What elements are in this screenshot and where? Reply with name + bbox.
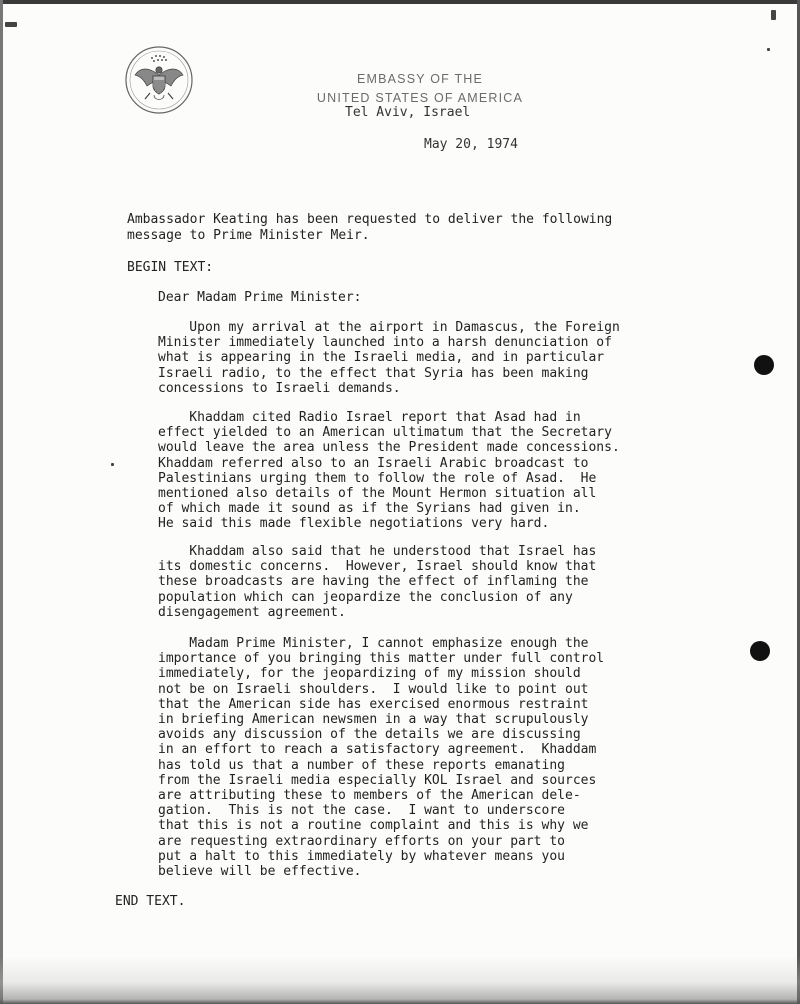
paragraph-line: are requesting extraordinary efforts on your part to [158,833,565,849]
paragraph-line: that this is not a routine complaint and this is why we [158,818,589,834]
paragraph-line: would leave the area unless the President made concessions. [158,440,620,456]
letterhead-city: Tel Aviv, Israel [345,105,471,120]
paragraph-line: has told us that a number of these reports emanating [158,757,565,773]
body-paragraph-3 [158,544,688,620]
begin-text-label: BEGIN TEXT: [127,260,214,275]
paragraph-line: concessions to Israeli demands. [158,380,401,396]
paragraph-line: are attributing these to members of the American dele- [158,788,581,804]
paragraph-line: Upon my arrival at the airport in Damascus, the Foreign [158,320,620,335]
paragraph-line: population which can jeopardize the conclusion of any [158,589,573,605]
scan-speck [771,10,776,20]
paragraph-line: He said this made flexible negotiations very hard. [158,516,550,532]
paragraph-line: gation. This is not the case. I want to underscore [158,803,565,819]
paragraph-line: in an effort to reach a satisfactory agreement. Khaddam [158,742,597,758]
paragraph-line: Israeli radio, to the effect that Syria has been making [158,365,589,381]
scan-edge-bottom [0,956,800,1004]
great-seal-icon [124,45,194,115]
paragraph-line: Madam Prime Minister, I cannot emphasize enough the [158,636,589,651]
paragraph-line: put a halt to this immediately by whatever means you [158,848,565,864]
paragraph-line: from the Israeli media especially KOL Israel and sources [158,772,597,788]
paragraph-line: avoids any discussion of the details we are discussing [158,727,581,743]
paragraph-line: Khaddam cited Radio Israel report that Asad had in [158,410,581,425]
paragraph-line: importance of you bringing this matter under full control [158,651,605,667]
scan-speck [767,48,770,51]
body-paragraph-4 [158,636,688,879]
paragraph-line: of which made it sound as if the Syrians had given in. [158,501,581,517]
paragraph-line: its domestic concerns. However, Israel should know that [158,559,597,575]
paragraph-line: that the American side has exercised enormous restraint [158,696,589,712]
end-text-label: END TEXT. [115,894,186,909]
paragraph-line: mentioned also details of the Mount Hermon situation all [158,486,597,502]
letterhead-line-1: EMBASSY OF THE [356,72,484,86]
intro-line: message to Prime Minister Meir. [127,228,370,243]
letterhead [300,70,540,108]
paragraph-line: Palestinians urging them to follow the role of Asad. He [158,470,597,486]
paragraph-line: effect yielded to an American ultimatum that the Secretary [158,425,612,441]
paragraph-line: disengagement agreement. [158,604,346,620]
scan-speck [5,22,17,27]
paragraph-line: what is appearing in the Israeli media, and in particular [158,350,605,366]
paragraph-line: Khaddam also said that he understood that Israel has [158,544,597,559]
paragraph-line: immediately, for the jeopardizing of my mission should [158,666,581,682]
paragraph-line: these broadcasts are having the effect of inflaming the [158,574,589,590]
letterhead-line-2: UNITED STATES OF AMERICA [316,91,524,105]
letter-date: May 20, 1974 [424,137,518,152]
punch-hole [754,355,774,375]
body-paragraph-2 [158,410,688,532]
paragraph-line: Khaddam referred also to an Israeli Arabic broadcast to [158,455,589,471]
intro-paragraph [127,212,667,244]
punch-hole [750,641,770,661]
paragraph-line: believe will be effective. [158,864,362,880]
intro-line: Ambassador Keating has been requested to deliver the following [127,212,613,227]
paragraph-line: in briefing American newsmen in a way that scrupulously [158,712,589,728]
scan-edge-left [0,0,3,1004]
scan-edge-top [0,0,800,4]
body-paragraph-1 [158,320,688,396]
paragraph-line: Minister immediately launched into a harsh denunciation of [158,335,612,351]
scan-speck [111,463,114,466]
salutation: Dear Madam Prime Minister: [158,290,362,305]
paragraph-line: not be on Israeli shoulders. I would like to point out [158,681,589,697]
